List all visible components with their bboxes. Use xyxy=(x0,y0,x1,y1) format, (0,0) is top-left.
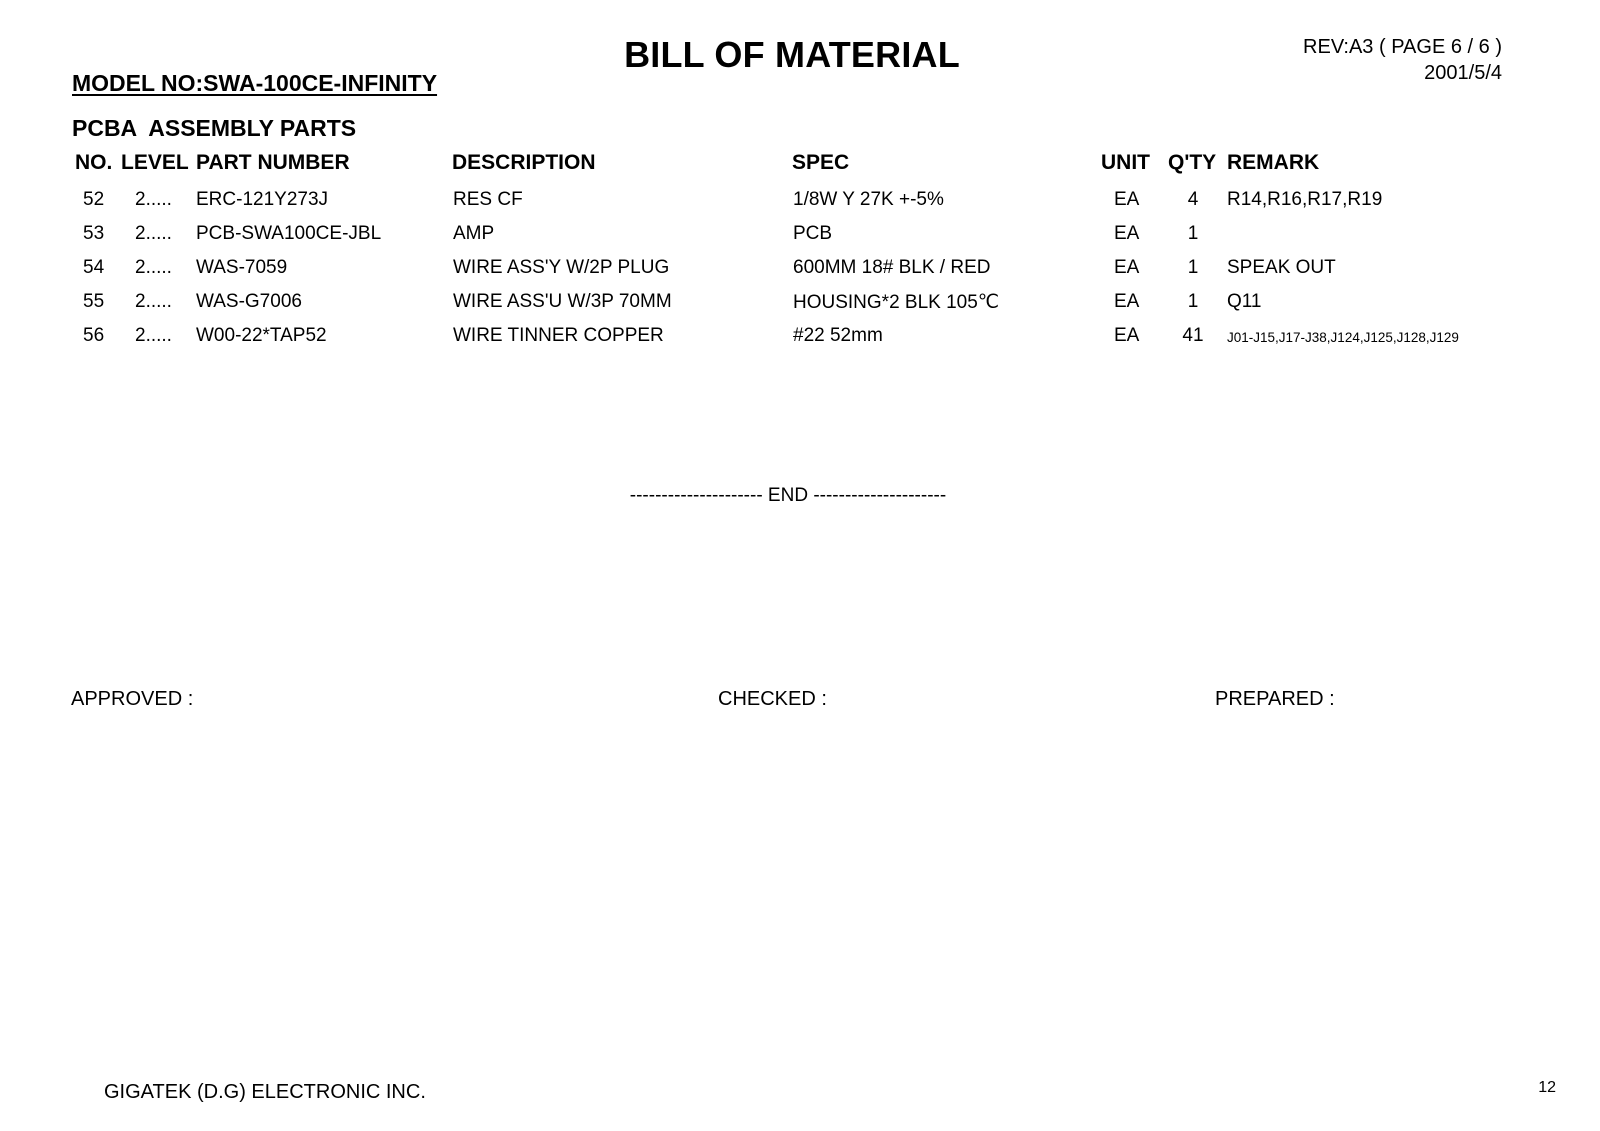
section-title: PCBA ASSEMBLY PARTS xyxy=(72,115,357,141)
row-unit: EA xyxy=(1114,223,1140,244)
checked-label: CHECKED : xyxy=(718,688,827,710)
row-no: 54 xyxy=(83,257,105,278)
row-remark: J01-J15,J17-J38,J124,J125,J128,J129 xyxy=(1227,330,1459,345)
row-level: 2..... xyxy=(135,257,172,278)
row-no: 55 xyxy=(83,291,105,312)
revision-label: REV:A3 ( PAGE 6 / 6 ) xyxy=(1303,36,1502,58)
row-level: 2..... xyxy=(135,223,172,244)
row-part-number: WAS-G7006 xyxy=(196,291,302,312)
row-qty: 1 xyxy=(1187,223,1199,244)
row-description: WIRE ASS'U W/3P 70MM xyxy=(453,291,672,312)
row-spec: #22 52mm xyxy=(793,325,883,346)
model-number: MODEL NO:SWA-100CE-INFINITY xyxy=(72,70,438,96)
header-spec: SPEC xyxy=(792,151,850,174)
row-description: WIRE ASS'Y W/2P PLUG xyxy=(453,257,670,278)
header-remark: REMARK xyxy=(1227,151,1320,174)
row-no: 53 xyxy=(83,223,105,244)
row-spec: HOUSING*2 BLK 105℃ xyxy=(793,292,1000,313)
row-qty: 1 xyxy=(1187,257,1199,278)
header-level: LEVEL xyxy=(121,151,189,174)
header-description: DESCRIPTION xyxy=(452,151,596,174)
page-number: 12 xyxy=(1538,1079,1556,1096)
row-no: 52 xyxy=(83,189,105,210)
header-unit: UNIT xyxy=(1101,151,1150,174)
header-qty: Q'TY xyxy=(1168,151,1217,174)
row-unit: EA xyxy=(1114,257,1140,278)
row-qty: 41 xyxy=(1182,325,1204,346)
approved-label: APPROVED : xyxy=(71,688,194,710)
row-description: AMP xyxy=(453,223,495,244)
row-description: RES CF xyxy=(453,189,523,210)
row-qty: 4 xyxy=(1187,189,1199,210)
row-no: 56 xyxy=(83,325,105,346)
row-spec: 1/8W Y 27K +-5% xyxy=(793,189,944,210)
header-part-number: PART NUMBER xyxy=(196,151,350,174)
row-unit: EA xyxy=(1114,291,1140,312)
row-description: WIRE TINNER COPPER xyxy=(453,325,664,346)
revision-block xyxy=(1303,34,1502,86)
row-remark: R14,R16,R17,R19 xyxy=(1227,189,1383,210)
end-marker xyxy=(0,485,1600,507)
header-no: NO. xyxy=(75,151,113,174)
row-part-number: WAS-7059 xyxy=(196,257,288,278)
row-level: 2..... xyxy=(135,291,172,312)
end-marker-text: --------------------- END --------------------- xyxy=(629,485,947,506)
row-level: 2..... xyxy=(135,325,172,346)
row-spec: PCB xyxy=(793,223,833,244)
row-unit: EA xyxy=(1114,325,1140,346)
row-level: 2..... xyxy=(135,189,172,210)
row-unit: EA xyxy=(1114,189,1140,210)
document-title-text: BILL OF MATERIAL xyxy=(624,34,960,75)
row-spec: 600MM 18# BLK / RED xyxy=(793,257,991,278)
row-remark: SPEAK OUT xyxy=(1227,257,1336,278)
row-qty: 1 xyxy=(1187,291,1199,312)
row-remark: Q11 xyxy=(1227,291,1262,312)
company-name: GIGATEK (D.G) ELECTRONIC INC. xyxy=(104,1081,426,1103)
prepared-label: PREPARED : xyxy=(1215,688,1335,710)
row-part-number: W00-22*TAP52 xyxy=(196,325,327,346)
document-date: 2001/5/4 xyxy=(1424,62,1502,84)
row-part-number: ERC-121Y273J xyxy=(196,189,329,210)
row-part-number: PCB-SWA100CE-JBL xyxy=(196,223,382,244)
